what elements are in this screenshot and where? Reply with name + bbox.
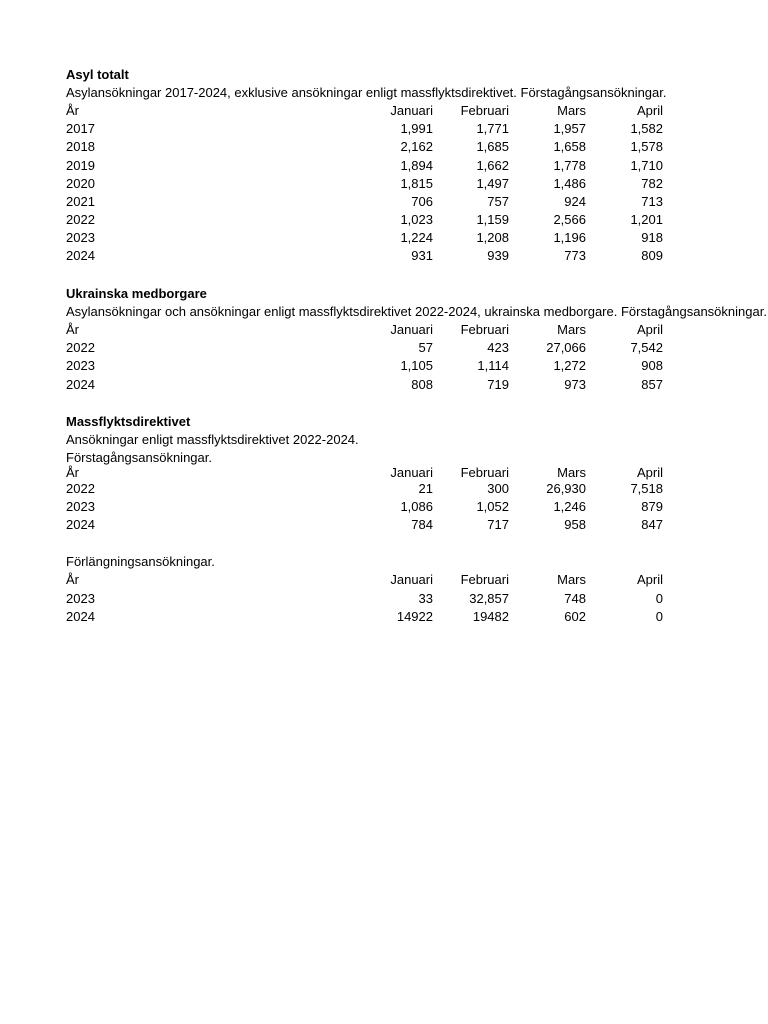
cell-januari: 57	[418, 340, 433, 355]
header-year: År	[66, 322, 79, 337]
cell-januari: 2,162	[400, 139, 433, 154]
header-januari: Januari	[390, 322, 433, 337]
cell-year: 2024	[66, 517, 95, 532]
cell-year: 2023	[66, 499, 95, 514]
cell-februari: 939	[487, 248, 509, 263]
cell-februari: 757	[487, 194, 509, 209]
cell-april: 7,542	[630, 340, 663, 355]
header-april: April	[636, 322, 663, 337]
header-februari: Februari	[460, 572, 509, 587]
cell-mars: 748	[564, 591, 586, 606]
cell-year: 2024	[66, 377, 95, 392]
table-row	[66, 357, 663, 375]
cell-januari: 1,991	[400, 121, 433, 136]
header-januari: Januari	[390, 572, 433, 587]
cell-februari: 1,771	[476, 121, 509, 136]
table-row	[66, 211, 663, 229]
table-row	[66, 229, 663, 247]
table-row	[66, 120, 663, 138]
cell-februari: 32,857	[469, 591, 509, 606]
header-year: År	[66, 572, 79, 587]
cell-januari: 1,224	[400, 230, 433, 245]
cell-mars: 1,486	[553, 176, 586, 191]
section-description: Asylansökningar och ansökningar enligt massflyktsdirektivet 2022-2024, ukrainska medborgare. Förstagångsansökningar.	[66, 304, 767, 319]
cell-mars: 26,930	[546, 481, 586, 496]
cell-januari: 931	[411, 248, 433, 263]
cell-year: 2017	[66, 121, 95, 136]
header-april: April	[636, 465, 663, 480]
table-row	[66, 157, 663, 175]
cell-april: 782	[641, 176, 663, 191]
cell-februari: 1,497	[476, 176, 509, 191]
cell-februari: 1,159	[476, 212, 509, 227]
section-heading-asyl-totalt: Asyl totalt	[66, 67, 129, 82]
cell-mars: 973	[564, 377, 586, 392]
cell-februari: 719	[487, 377, 509, 392]
table-row	[66, 247, 663, 265]
cell-year: 2023	[66, 358, 95, 373]
header-februari: Februari	[460, 322, 509, 337]
table-row	[66, 480, 663, 498]
table-header-row	[66, 102, 663, 120]
cell-april: 847	[641, 517, 663, 532]
cell-mars: 1,196	[553, 230, 586, 245]
cell-februari: 1,208	[476, 230, 509, 245]
cell-april: 1,582	[630, 121, 663, 136]
cell-april: 809	[641, 248, 663, 263]
cell-mars: 602	[564, 609, 586, 624]
cell-april: 918	[641, 230, 663, 245]
cell-februari: 1,662	[476, 158, 509, 173]
cell-mars: 1,957	[553, 121, 586, 136]
section-description-forlangning: Förlängningsansökningar.	[66, 554, 215, 569]
cell-januari: 1,086	[400, 499, 433, 514]
cell-april: 908	[641, 358, 663, 373]
cell-april: 1,710	[630, 158, 663, 173]
table-row	[66, 498, 663, 516]
header-mars: Mars	[557, 103, 586, 118]
cell-februari: 300	[487, 481, 509, 496]
cell-januari: 1,105	[400, 358, 433, 373]
header-year: År	[66, 103, 79, 118]
cell-januari: 21	[418, 481, 433, 496]
cell-februari: 1,052	[476, 499, 509, 514]
header-year: År	[66, 465, 79, 480]
cell-januari: 1,023	[400, 212, 433, 227]
cell-januari: 706	[411, 194, 433, 209]
table-row	[66, 175, 663, 193]
cell-year: 2024	[66, 248, 95, 263]
cell-year: 2018	[66, 139, 95, 154]
header-mars: Mars	[557, 465, 586, 480]
cell-april: 879	[641, 499, 663, 514]
cell-year: 2022	[66, 481, 95, 496]
cell-year: 2023	[66, 591, 95, 606]
table-row	[66, 608, 663, 626]
table-row	[66, 516, 663, 534]
table-row	[66, 590, 663, 608]
cell-year: 2023	[66, 230, 95, 245]
cell-januari: 14922	[396, 609, 433, 624]
cell-april: 7,518	[630, 481, 663, 496]
section-subdescription: Förstagångsansökningar.	[66, 450, 212, 465]
table-header-row	[66, 321, 663, 339]
cell-januari: 1,815	[400, 176, 433, 191]
cell-februari: 1,114	[477, 358, 509, 373]
header-februari: Februari	[460, 103, 509, 118]
cell-year: 2020	[66, 176, 95, 191]
cell-year: 2022	[66, 340, 95, 355]
cell-april: 713	[641, 194, 663, 209]
table-row	[66, 376, 663, 394]
cell-mars: 1,246	[553, 499, 586, 514]
header-mars: Mars	[557, 322, 586, 337]
cell-mars: 27,066	[546, 340, 586, 355]
section-heading-massflyktsdirektivet: Massflyktsdirektivet	[66, 414, 191, 429]
section-heading-ukrainska-medborgare: Ukrainska medborgare	[66, 286, 207, 301]
cell-februari: 717	[487, 517, 509, 532]
cell-mars: 958	[564, 517, 586, 532]
cell-april: 1,201	[630, 212, 663, 227]
header-januari: Januari	[390, 465, 433, 480]
table-row	[66, 339, 663, 357]
section-description: Ansökningar enligt massflyktsdirektivet 2022-2024.	[66, 432, 359, 447]
cell-april: 0	[655, 609, 663, 624]
cell-year: 2019	[66, 158, 95, 173]
header-april: April	[636, 572, 663, 587]
cell-mars: 773	[564, 248, 586, 263]
cell-april: 857	[641, 377, 663, 392]
cell-februari: 1,685	[476, 139, 509, 154]
cell-year: 2024	[66, 609, 95, 624]
cell-februari: 423	[487, 340, 509, 355]
cell-januari: 1,894	[400, 158, 433, 173]
table-header-row	[66, 571, 663, 589]
cell-april: 0	[655, 591, 663, 606]
cell-mars: 1,778	[553, 158, 586, 173]
header-april: April	[636, 103, 663, 118]
cell-april: 1,578	[630, 139, 663, 154]
header-januari: Januari	[390, 103, 433, 118]
cell-januari: 33	[418, 591, 433, 606]
cell-januari: 784	[411, 517, 433, 532]
table-row	[66, 193, 663, 211]
cell-year: 2022	[66, 212, 95, 227]
cell-mars: 1,658	[553, 139, 586, 154]
cell-mars: 2,566	[553, 212, 586, 227]
section-description: Asylansökningar 2017-2024, exklusive ansökningar enligt massflyktsdirektivet. Förstagångsansökningar.	[66, 85, 667, 100]
table-row	[66, 138, 663, 156]
cell-mars: 924	[564, 194, 586, 209]
header-februari: Februari	[460, 465, 509, 480]
header-mars: Mars	[557, 572, 586, 587]
cell-year: 2021	[66, 194, 95, 209]
cell-februari: 19482	[472, 609, 509, 624]
cell-mars: 1,272	[553, 358, 586, 373]
cell-januari: 808	[411, 377, 433, 392]
